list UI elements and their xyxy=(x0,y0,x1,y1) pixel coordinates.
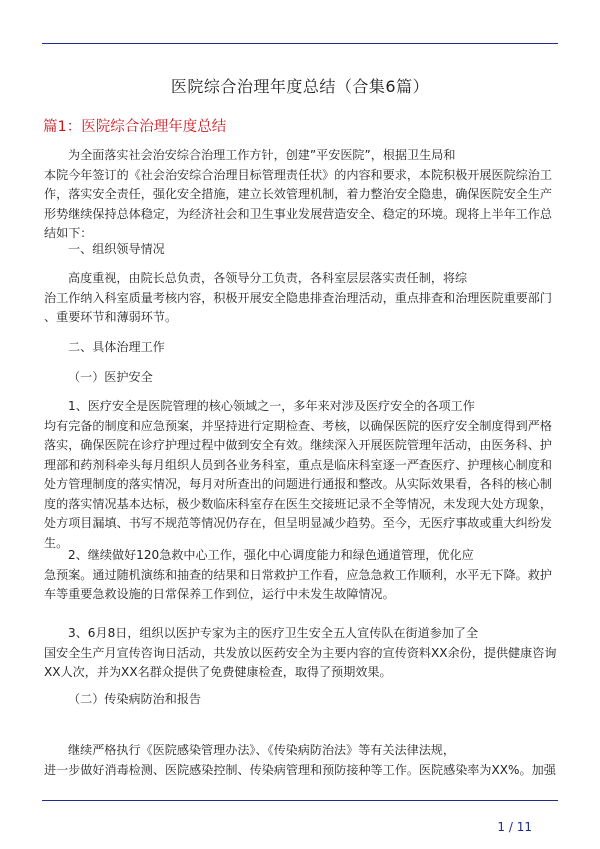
paragraph-line: 结如下： xyxy=(44,226,93,240)
paragraph-line: XX人次，并为XX名群众提供了免费健康检查，取得了预期效果。 xyxy=(44,665,392,679)
document-title: 医院综合治理年度总结（合集6篇） xyxy=(170,77,430,96)
paragraph-line: 1、医疗安全是医院管理的核心领域之一，多年来对涉及医疗安全的各项工作 xyxy=(68,399,475,413)
paragraph xyxy=(44,338,564,358)
paragraph-line: 形势继续保持总体稳定，为经济社会和卫生事业发展营造安全、稳定的环境。现将上半年工作总 xyxy=(44,206,552,221)
paragraph-line: 、重要环节和薄弱环节。 xyxy=(44,310,178,324)
section-heading: 篇1：医院综合治理年度总结 xyxy=(43,119,227,135)
paragraph xyxy=(44,146,564,244)
paragraph xyxy=(44,368,564,388)
paragraph-line: 进一步做好消毒检测、医院感染控制、传染病管理和预防接种等工作。医院感染率为XX%。加强 xyxy=(44,762,556,777)
paragraph xyxy=(44,741,564,780)
paragraph-line: 处方管理制度的落实情况，每月对所查出的问题进行通报和整改。从实际效果看，各科的核心制 xyxy=(44,477,552,491)
paragraph-line: 二、具体治理工作 xyxy=(68,340,165,354)
paragraph-line: 生。 xyxy=(44,535,69,550)
paragraph-line: 3、6月8日，组织以医护专家为主的医疗卫生安全五人宣传队在街道参加了全 xyxy=(68,626,479,640)
paragraph-line: 落实，确保医院在诊疗护理过程中做到安全有效。继续深入开展医院管理年活动，由医务科、护 xyxy=(44,438,552,452)
paragraph-line: 一、组织领导情况 xyxy=(68,242,165,256)
paragraph xyxy=(44,240,564,260)
paragraph-line: （一）医护安全 xyxy=(68,370,153,384)
paragraph-line: 为全面落实社会治安综合治理工作方针，创建”平安医院”，根据卫生局和 xyxy=(68,148,456,162)
paragraph xyxy=(44,397,564,553)
paragraph-line: 车等重要急救设施的日常保养工作到位，运行中未发生故障情况。 xyxy=(44,587,395,601)
header-rule xyxy=(42,43,558,44)
paragraph-line: 理部和药剂科牵头每月组织人员到各业务科室，重点是临床科室逐一严查医疗、护理核心制度和 xyxy=(44,457,552,472)
paragraph-line: 本院今年签订的《社会治安综合治理目标管理责任状》的内容和要求，本院积极开展医院综治工 xyxy=(44,167,552,182)
paragraph-line: 度的落实情况基本达标，极少数临床科室存在医生交接班记录不全等情况，未发现大处方现象， xyxy=(44,496,552,511)
paragraph-line: 2、继续做好120急救中心工作，强化中心调度能力和绿色通道管理，优化应 xyxy=(68,548,474,562)
paragraph-line: 国安全生产月宣传咨询日活动，共发放以医药安全为主要内容的宣传资料XX余份，提供健康咨询 xyxy=(44,645,557,660)
footer-rule xyxy=(42,800,558,801)
paragraph-line: 处方项目漏填、书写不规范等情况仍存在，但呈明显减少趋势。至今，无医疗事故或重大纠纷发 xyxy=(44,516,552,530)
paragraph xyxy=(44,546,564,605)
paragraph-line: （二）传染病防治和报告 xyxy=(68,692,202,706)
paragraph xyxy=(44,269,564,328)
paragraph xyxy=(44,690,564,710)
page-number: 1 / 11 xyxy=(497,820,532,834)
paragraph-line: 高度重视，由院长总负责，各领导分工负责，各科室层层落实责任制，将综 xyxy=(68,271,468,285)
paragraph-line: 作，落实安全责任，强化安全措施，建立长效管理机制，着力整治安全隐患，确保医院安全生产 xyxy=(44,187,552,201)
paragraph xyxy=(44,624,564,683)
paragraph-line: 治工作纳入科室质量考核内容，积极开展安全隐患排查治理活动，重点排查和治理医院重要部门 xyxy=(44,290,552,305)
paragraph-line: 均有完备的制度和应急预案，并坚持进行定期检查、考核，以确保医院的医疗安全制度得到严格 xyxy=(44,418,552,433)
paragraph-line: 急预案。通过随机演练和抽查的结果和日常救护工作看，应急急救工作顺利，水平无下降。救护 xyxy=(44,567,552,582)
paragraph-line: 继续严格执行《医院感染管理办法》、《传染病防治法》等有关法律法规， xyxy=(68,743,455,757)
